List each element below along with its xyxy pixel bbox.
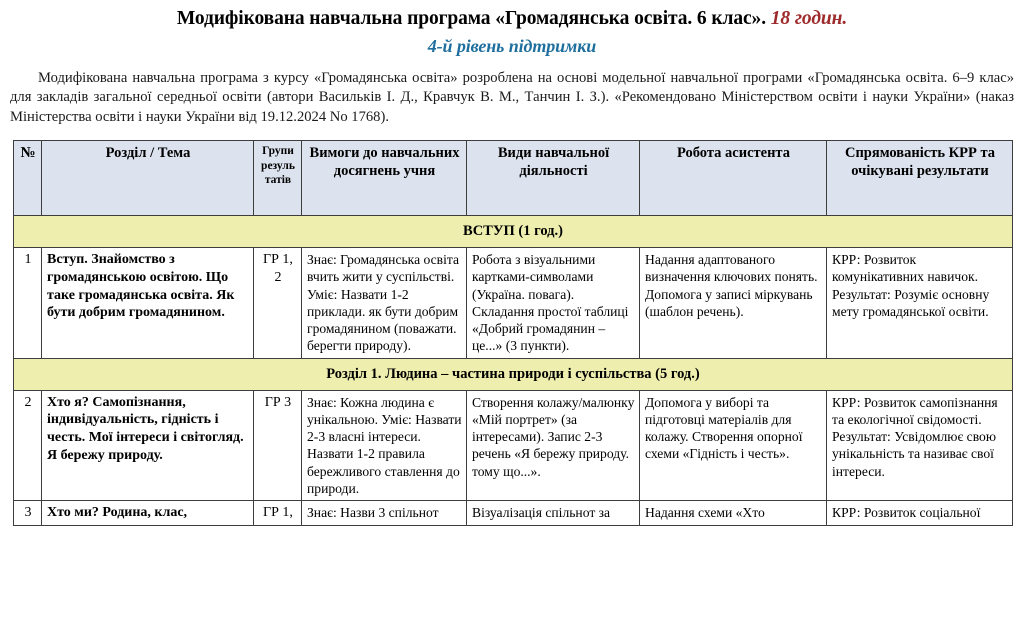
page-title (14, 7, 1010, 31)
cell-groups: ГР 1, (254, 501, 302, 526)
column-header-krr: Спрямованість КРР та очікувані результати (827, 141, 1013, 216)
column-header-topic: Розділ / Тема (42, 141, 254, 216)
cell-activities: Створення колажу/малюнку «Мій портрет» (за інтересами). Запис 2-3 речень «Я бережу природу. тому що...». (467, 390, 640, 501)
cell-topic: Вступ. Знайомство з громадянською освітою. Що таке громадянська освіта. Як бути добрим громадянином. (42, 248, 254, 359)
column-header-requirements: Вимоги до навчальних досягнень учня (302, 141, 467, 216)
program-table-wrapper (13, 140, 1012, 526)
cell-groups: ГР 3 (254, 390, 302, 501)
section-header-row (14, 358, 1013, 390)
cell-krr: КРР: Розвиток соціальної (827, 501, 1013, 526)
cell-num: 3 (14, 501, 42, 526)
cell-requirements: Знає: Назви 3 спільнот (302, 501, 467, 526)
cell-num: 1 (14, 248, 42, 359)
section-header-label: ВСТУП (1 год.) (14, 216, 1013, 248)
intro-paragraph: Модифікована навчальна програма з курсу «Громадянська освіта» розроблена на основі модельної навчальної програми «Громадянська освіта. 6–9 клас» для закладів загальної середньої освіти (автори Васильків І. Д., Кравчук В. М., Танчин І. З.). «Рекомендовано Міністерством освіти і науки України» (наказ Міністерства освіти і науки України від 19.12.2024 No 1768). (10, 69, 1014, 125)
cell-num: 2 (14, 390, 42, 501)
table-row (14, 248, 1013, 359)
cell-requirements: Знає: Громадянська освіта вчить жити у суспільстві. Уміє: Назвати 1-2 приклади. як бути добрим громадянином (поважати. берегти природу). (302, 248, 467, 359)
table-body (14, 216, 1013, 526)
column-header-assistant: Робота асистента (640, 141, 827, 216)
page-subtitle: 4-й рівень підтримки (427, 35, 597, 56)
table-header-row (14, 141, 1013, 216)
cell-activities: Робота з візуальними картками-символами (Україна. повага). Складання простої таблиці «Добрий громадянин – це...» (3 пункти). (467, 248, 640, 359)
cell-requirements: Знає: Кожна людина є унікальною. Уміє: Назвати 2-3 власні інтереси. Назвати 1-2 правила бережливого ставлення до природи. (302, 390, 467, 501)
program-table (13, 140, 1013, 526)
cell-krr: КРР: Розвиток комунікативних навичок. Результат: Розуміє основну мету громадянської освіти. (827, 248, 1013, 359)
cell-groups: ГР 1, 2 (254, 248, 302, 359)
cell-assistant: Надання адаптованого визначення ключових понять. Допомога у записі міркувань (шаблон речень). (640, 248, 827, 359)
page-title-hours: 18 годин. (770, 8, 848, 29)
column-header-groups: Групи результатів (254, 141, 302, 216)
cell-activities: Візуалізація спільнот за (467, 501, 640, 526)
table-row (14, 390, 1013, 501)
cell-topic: Хто ми? Родина, клас, (42, 501, 254, 526)
section-header-row (14, 216, 1013, 248)
cell-krr: КРР: Розвиток самопізнання та екологічної свідомості. Результат: Усвідомлює свою унікальність та називає свої інтереси. (827, 390, 1013, 501)
column-header-num: № (14, 141, 42, 216)
cell-assistant: Допомога у виборі та підготовці матеріалів для колажу. Створення опорної схеми «Гідність і честь». (640, 390, 827, 501)
page-title-main: Модифікована навчальна програма «Громадянська освіта. 6 клас». (176, 8, 766, 29)
cell-assistant: Надання схеми «Хто (640, 501, 827, 526)
cell-topic: Хто я? Самопізнання, індивідуальність, гідність і честь. Мої інтереси і світогляд. Я бережу природу. (42, 390, 254, 501)
table-header (14, 141, 1013, 216)
table-row (14, 501, 1013, 526)
title-block (0, 0, 1024, 57)
section-header-label: Розділ 1. Людина – частина природи і суспільства (5 год.) (14, 358, 1013, 390)
column-header-activities: Види навчальної діяльності (467, 141, 640, 216)
